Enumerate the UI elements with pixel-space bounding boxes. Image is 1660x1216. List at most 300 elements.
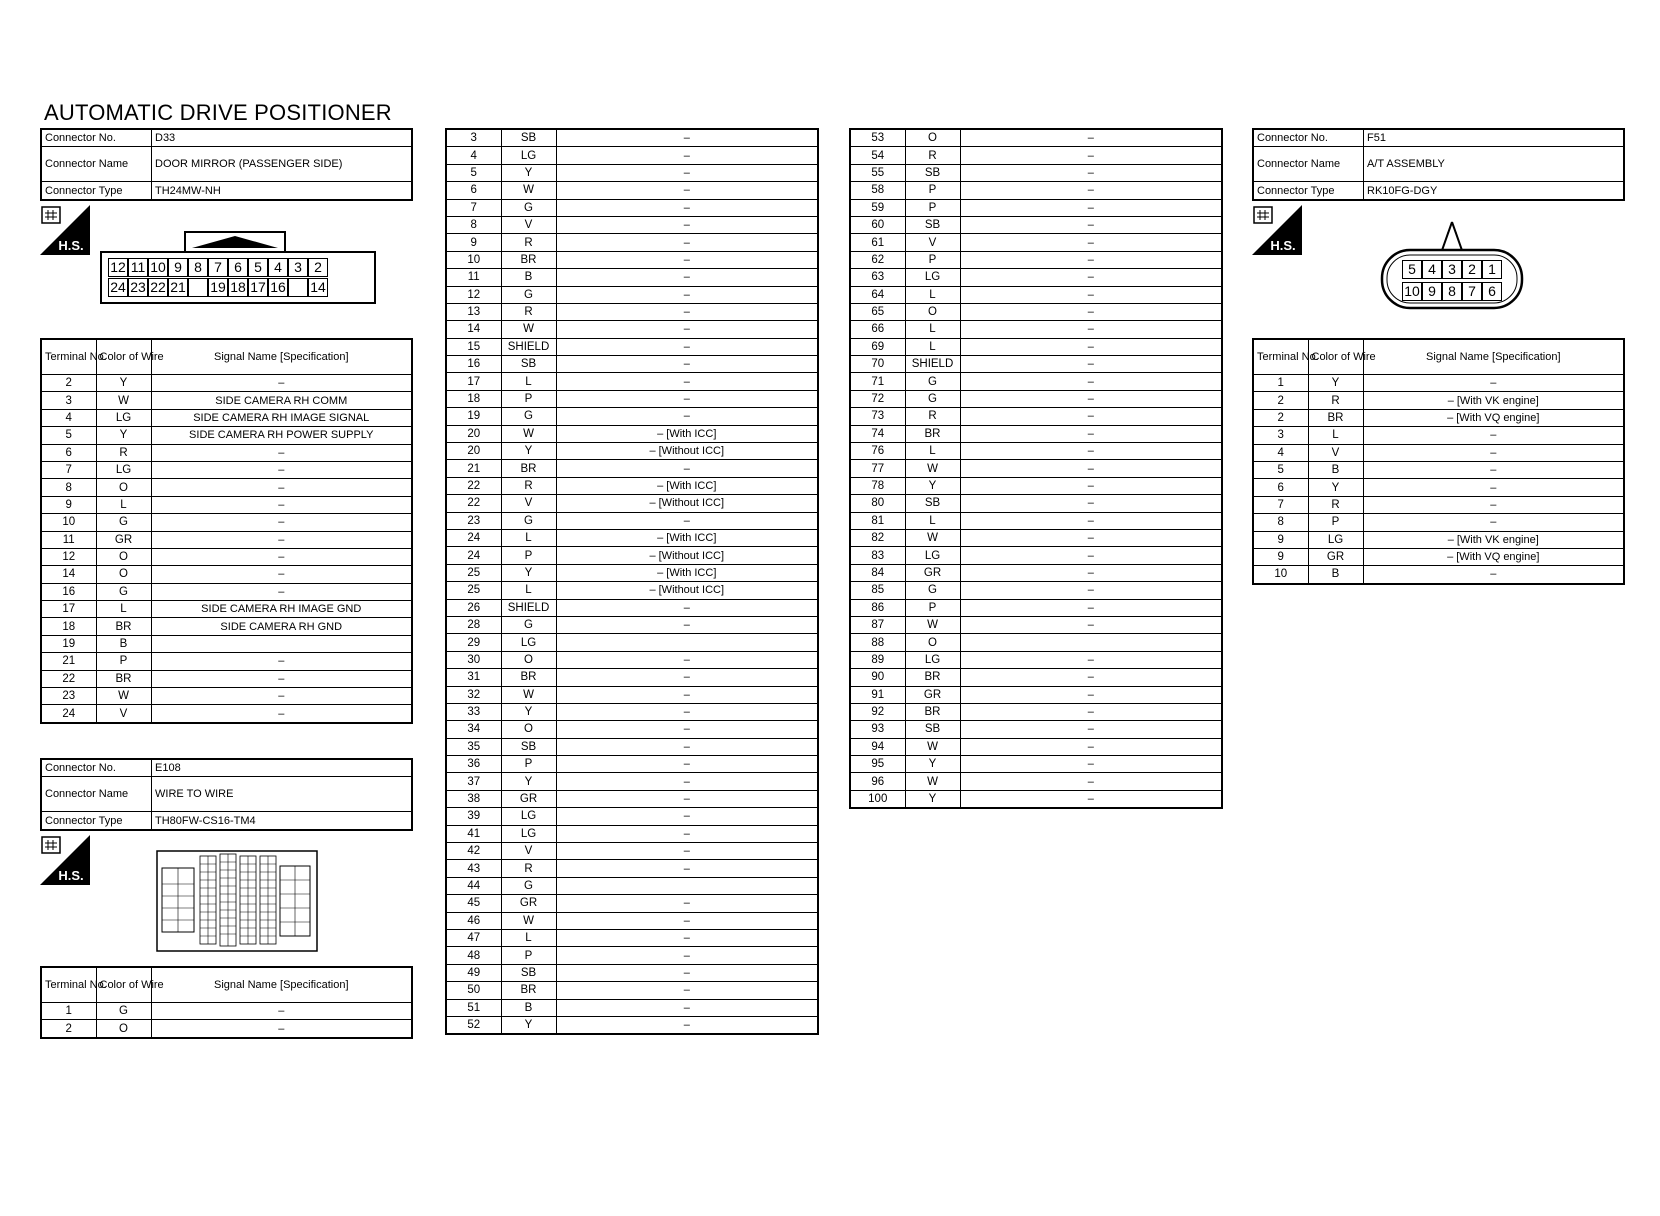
- color-cell: W: [96, 392, 151, 409]
- color-cell: L: [96, 496, 151, 513]
- signal-cell: –: [556, 512, 818, 529]
- terminal-cell: 72: [850, 390, 905, 407]
- table-row: [446, 269, 818, 286]
- table-row: [41, 601, 412, 618]
- terminal-cell: 60: [850, 216, 905, 233]
- connector-type: RK10FG-DGY: [1364, 182, 1625, 200]
- color-cell: V: [905, 234, 960, 251]
- table-row: [446, 703, 818, 720]
- terminal-cell: 25: [446, 564, 501, 581]
- color-cell: W: [501, 912, 556, 929]
- table-row: [446, 129, 818, 147]
- color-cell: L: [905, 286, 960, 303]
- terminal-cell: 64: [850, 286, 905, 303]
- color-cell: Y: [905, 756, 960, 773]
- color-cell: GR: [1308, 548, 1363, 565]
- connector-pin: 4: [1422, 260, 1442, 279]
- signal-cell: –: [960, 599, 1222, 616]
- table-row: [41, 375, 412, 392]
- color-cell: W: [905, 529, 960, 546]
- table-row: [446, 669, 818, 686]
- terminal-cell: 70: [850, 356, 905, 373]
- info-label: Connector Name: [41, 777, 152, 812]
- connector-name: WIRE TO WIRE: [152, 777, 413, 812]
- connector-pin: 10: [1402, 282, 1422, 301]
- connector-name: A/T ASSEMBLY: [1364, 147, 1625, 182]
- terminal-cell: 71: [850, 373, 905, 390]
- table-row: [850, 338, 1222, 355]
- signal-cell: –: [960, 251, 1222, 268]
- terminal-cell: 38: [446, 790, 501, 807]
- color-cell: BR: [501, 460, 556, 477]
- signal-cell: –: [556, 338, 818, 355]
- table-row: [850, 251, 1222, 268]
- terminal-cell: 100: [850, 790, 905, 808]
- table-row: [850, 686, 1222, 703]
- e108-connector-face: [156, 850, 318, 952]
- color-cell: SHIELD: [501, 338, 556, 355]
- connector-pin: 6: [228, 258, 248, 277]
- terminal-cell: 14: [41, 566, 96, 583]
- e108-info-table: [40, 758, 413, 831]
- signal-cell: –: [960, 216, 1222, 233]
- terminal-cell: 74: [850, 425, 905, 442]
- signal-cell: SIDE CAMERA RH GND: [151, 618, 412, 635]
- color-cell: V: [501, 216, 556, 233]
- table-row: [446, 825, 818, 842]
- terminal-cell: 7: [41, 461, 96, 478]
- signal-cell: –: [151, 688, 412, 705]
- connector-pin: 23: [128, 278, 148, 297]
- f51-connector-face: [1380, 220, 1524, 312]
- connector-name: DOOR MIRROR (PASSENGER SIDE): [152, 147, 413, 182]
- table-row: [446, 964, 818, 981]
- signal-cell: –: [1363, 461, 1624, 478]
- color-cell: P: [905, 199, 960, 216]
- color-cell: Y: [501, 773, 556, 790]
- table-row: [446, 460, 818, 477]
- terminal-cell: 43: [446, 860, 501, 877]
- color-cell: P: [905, 599, 960, 616]
- terminal-cell: 47: [446, 929, 501, 946]
- table-row: [850, 773, 1222, 790]
- color-cell: G: [96, 583, 151, 600]
- signal-cell: –: [556, 738, 818, 755]
- table-row: [41, 688, 412, 705]
- terminal-cell: 7: [446, 199, 501, 216]
- signal-cell: [151, 635, 412, 652]
- table-row: [446, 616, 818, 633]
- connector-pin: 3: [1442, 260, 1462, 279]
- table-row: [850, 547, 1222, 564]
- info-label: Connector No.: [41, 759, 152, 777]
- signal-cell: –: [1363, 566, 1624, 584]
- terminal-cell: 6: [446, 182, 501, 199]
- terminal-cell: 42: [446, 843, 501, 860]
- table-row: [446, 338, 818, 355]
- terminal-cell: 29: [446, 634, 501, 651]
- terminal-cell: 94: [850, 738, 905, 755]
- terminal-cell: 24: [446, 547, 501, 564]
- table-row: [446, 982, 818, 999]
- color-cell: W: [905, 616, 960, 633]
- signal-cell: –: [960, 338, 1222, 355]
- table-row: [850, 147, 1222, 164]
- terminal-cell: 23: [41, 688, 96, 705]
- terminal-cell: 2: [1253, 392, 1308, 409]
- color-cell: G: [501, 199, 556, 216]
- color-cell: L: [96, 601, 151, 618]
- color-cell: V: [501, 495, 556, 512]
- terminal-cell: 65: [850, 303, 905, 320]
- terminal-cell: 24: [41, 705, 96, 723]
- signal-cell: –: [960, 564, 1222, 581]
- page-title: AUTOMATIC DRIVE POSITIONER: [44, 100, 392, 125]
- table-row: [446, 808, 818, 825]
- color-cell: BR: [501, 251, 556, 268]
- signal-cell: –: [960, 373, 1222, 390]
- signal-cell: – [With ICC]: [556, 564, 818, 581]
- color-cell: BR: [905, 703, 960, 720]
- signal-cell: –: [556, 182, 818, 199]
- color-cell: Y: [501, 443, 556, 460]
- terminal-cell: 92: [850, 703, 905, 720]
- signal-cell: –: [151, 479, 412, 496]
- connector-pin: 19: [208, 278, 228, 297]
- signal-cell: –: [1363, 514, 1624, 531]
- color-cell: SB: [501, 356, 556, 373]
- signal-cell: –: [556, 773, 818, 790]
- color-cell: L: [905, 443, 960, 460]
- connector-pin: 9: [1422, 282, 1442, 301]
- terminal-cell: 39: [446, 808, 501, 825]
- signal-cell: –: [960, 147, 1222, 164]
- table-row: [1253, 566, 1624, 584]
- table-row: [850, 651, 1222, 668]
- terminal-cell: 4: [1253, 444, 1308, 461]
- table-row: [1253, 392, 1624, 409]
- table-row: [1253, 514, 1624, 531]
- terminal-cell: 86: [850, 599, 905, 616]
- signal-cell: –: [960, 721, 1222, 738]
- terminal-cell: 90: [850, 669, 905, 686]
- signal-cell: –: [556, 686, 818, 703]
- color-cell: LG: [905, 651, 960, 668]
- connector-pin: 7: [1462, 282, 1482, 301]
- signal-cell: –: [151, 444, 412, 461]
- signal-cell: –: [556, 860, 818, 877]
- terminal-cell: 85: [850, 582, 905, 599]
- color-cell: Y: [1308, 479, 1363, 496]
- table-row: [446, 651, 818, 668]
- terminal-cell: 2: [41, 1020, 96, 1038]
- table-row: [41, 427, 412, 444]
- color-cell: P: [905, 182, 960, 199]
- header-color: Color of Wire: [96, 339, 151, 375]
- signal-cell: [556, 877, 818, 894]
- terminal-cell: 7: [1253, 496, 1308, 513]
- hs-label: H.S.: [1270, 238, 1296, 253]
- signal-cell: –: [556, 669, 818, 686]
- table-row: [446, 512, 818, 529]
- color-cell: W: [905, 460, 960, 477]
- color-cell: W: [905, 738, 960, 755]
- terminal-cell: 18: [446, 390, 501, 407]
- table-row: [850, 408, 1222, 425]
- terminal-cell: 28: [446, 616, 501, 633]
- connector-pin: 1: [1482, 260, 1502, 279]
- signal-cell: –: [960, 738, 1222, 755]
- color-cell: G: [96, 1003, 151, 1020]
- color-cell: LG: [501, 634, 556, 651]
- table-row: [446, 199, 818, 216]
- color-cell: L: [501, 529, 556, 546]
- signal-cell: –: [960, 199, 1222, 216]
- signal-cell: – [With VQ engine]: [1363, 548, 1624, 565]
- table-row: [1253, 531, 1624, 548]
- color-cell: R: [501, 303, 556, 320]
- signal-cell: –: [556, 703, 818, 720]
- signal-cell: –: [556, 843, 818, 860]
- signal-cell: –: [960, 529, 1222, 546]
- signal-cell: –: [1363, 496, 1624, 513]
- color-cell: Y: [501, 564, 556, 581]
- terminal-cell: 82: [850, 529, 905, 546]
- table-row: [41, 531, 412, 548]
- color-cell: SHIELD: [501, 599, 556, 616]
- color-cell: L: [905, 321, 960, 338]
- signal-cell: –: [556, 825, 818, 842]
- connector-pin: [288, 278, 308, 297]
- color-cell: W: [96, 688, 151, 705]
- table-row: [1253, 479, 1624, 496]
- table-row: [850, 529, 1222, 546]
- header-signal: Signal Name [Specification]: [1363, 339, 1624, 375]
- terminal-cell: 30: [446, 651, 501, 668]
- terminal-cell: 20: [446, 425, 501, 442]
- terminal-cell: 19: [446, 408, 501, 425]
- hs-label: H.S.: [58, 868, 84, 883]
- terminal-cell: 83: [850, 547, 905, 564]
- info-label: Connector Type: [41, 812, 152, 830]
- signal-cell: –: [556, 199, 818, 216]
- signal-cell: –: [960, 443, 1222, 460]
- color-cell: SB: [501, 964, 556, 981]
- table-row: [850, 199, 1222, 216]
- connector-pin: 7: [208, 258, 228, 277]
- signal-cell: –: [556, 651, 818, 668]
- color-cell: W: [905, 773, 960, 790]
- terminal-cell: 9: [1253, 548, 1308, 565]
- color-cell: O: [905, 129, 960, 147]
- terminal-cell: 91: [850, 686, 905, 703]
- table-row: [850, 286, 1222, 303]
- table-row: [850, 599, 1222, 616]
- table-row: [446, 1016, 818, 1034]
- signal-cell: –: [556, 912, 818, 929]
- terminal-cell: 36: [446, 756, 501, 773]
- terminal-cell: 66: [850, 321, 905, 338]
- color-cell: L: [501, 929, 556, 946]
- signal-cell: –: [1363, 479, 1624, 496]
- terminal-cell: 95: [850, 756, 905, 773]
- signal-cell: [960, 634, 1222, 651]
- terminal-cell: 6: [1253, 479, 1308, 496]
- table-row: [850, 216, 1222, 233]
- signal-cell: – [Without ICC]: [556, 495, 818, 512]
- signal-cell: –: [556, 234, 818, 251]
- table-row: [41, 479, 412, 496]
- table-row: [446, 234, 818, 251]
- color-cell: SB: [905, 495, 960, 512]
- terminal-cell: 18: [41, 618, 96, 635]
- connector-pin: 5: [248, 258, 268, 277]
- header-color: Color of Wire: [96, 967, 151, 1003]
- info-label: Connector Name: [1253, 147, 1364, 182]
- connector-pin: 5: [1402, 260, 1422, 279]
- terminal-cell: 31: [446, 669, 501, 686]
- table-row: [446, 164, 818, 181]
- signal-cell: –: [556, 321, 818, 338]
- terminal-cell: 63: [850, 269, 905, 286]
- signal-cell: –: [960, 790, 1222, 808]
- terminal-cell: 69: [850, 338, 905, 355]
- signal-cell: –: [556, 721, 818, 738]
- color-cell: P: [96, 653, 151, 670]
- table-row: [446, 843, 818, 860]
- table-row: [41, 583, 412, 600]
- table-row: [1253, 409, 1624, 426]
- table-row: [446, 773, 818, 790]
- color-cell: G: [905, 373, 960, 390]
- terminal-cell: 16: [446, 356, 501, 373]
- signal-cell: –: [960, 582, 1222, 599]
- table-row: [41, 566, 412, 583]
- color-cell: O: [96, 479, 151, 496]
- color-cell: Y: [96, 375, 151, 392]
- connector-pin: 21: [168, 278, 188, 297]
- terminal-cell: 10: [446, 251, 501, 268]
- terminal-cell: 41: [446, 825, 501, 842]
- terminal-cell: 19: [41, 635, 96, 652]
- color-cell: BR: [501, 982, 556, 999]
- color-cell: GR: [905, 686, 960, 703]
- color-cell: GR: [501, 790, 556, 807]
- connector-pin: 2: [308, 258, 328, 277]
- table-row: [850, 390, 1222, 407]
- terminal-cell: 52: [446, 1016, 501, 1034]
- signal-cell: –: [556, 1016, 818, 1034]
- signal-cell: –: [556, 373, 818, 390]
- table-row: [446, 356, 818, 373]
- color-cell: L: [501, 582, 556, 599]
- terminal-cell: 26: [446, 599, 501, 616]
- e108-pin-table-continued: [445, 128, 819, 1035]
- color-cell: G: [501, 512, 556, 529]
- table-row: [850, 303, 1222, 320]
- signal-cell: –: [556, 895, 818, 912]
- signal-cell: –: [960, 286, 1222, 303]
- terminal-cell: 77: [850, 460, 905, 477]
- color-cell: R: [1308, 496, 1363, 513]
- table-row: [446, 147, 818, 164]
- connector-pin: 2: [1462, 260, 1482, 279]
- signal-cell: –: [960, 703, 1222, 720]
- color-cell: Y: [501, 703, 556, 720]
- info-label: Connector No.: [1253, 129, 1364, 147]
- color-cell: GR: [905, 564, 960, 581]
- connector-no: D33: [152, 129, 413, 147]
- info-label: Connector Name: [41, 147, 152, 182]
- color-cell: R: [501, 234, 556, 251]
- terminal-cell: 73: [850, 408, 905, 425]
- terminal-cell: 44: [446, 877, 501, 894]
- color-cell: GR: [96, 531, 151, 548]
- color-cell: L: [905, 338, 960, 355]
- signal-cell: –: [151, 653, 412, 670]
- connector-pin: 6: [1482, 282, 1502, 301]
- terminal-cell: 8: [1253, 514, 1308, 531]
- signal-cell: –: [960, 390, 1222, 407]
- info-label: Connector Type: [41, 182, 152, 200]
- connector-pin: 12: [108, 258, 128, 277]
- color-cell: V: [501, 843, 556, 860]
- color-cell: O: [96, 548, 151, 565]
- table-row: [41, 618, 412, 635]
- connector-pin: 3: [288, 258, 308, 277]
- signal-cell: – [With VQ engine]: [1363, 409, 1624, 426]
- signal-cell: – [With ICC]: [556, 477, 818, 494]
- table-row: [446, 477, 818, 494]
- terminal-cell: 14: [446, 321, 501, 338]
- terminal-cell: 4: [446, 147, 501, 164]
- table-row: [41, 705, 412, 723]
- e108-pin-table: [40, 966, 413, 1039]
- terminal-cell: 3: [1253, 427, 1308, 444]
- signal-cell: –: [556, 790, 818, 807]
- connector-pin: 10: [148, 258, 168, 277]
- connector-pin: 18: [228, 278, 248, 297]
- info-label: Connector Type: [1253, 182, 1364, 200]
- terminal-cell: 22: [446, 477, 501, 494]
- table-row: [1253, 427, 1624, 444]
- color-cell: W: [501, 686, 556, 703]
- terminal-cell: 22: [446, 495, 501, 512]
- terminal-cell: 81: [850, 512, 905, 529]
- color-cell: B: [1308, 461, 1363, 478]
- color-cell: Y: [1308, 375, 1363, 392]
- table-row: [850, 129, 1222, 147]
- table-row: [446, 443, 818, 460]
- connector-type: TH24MW-NH: [152, 182, 413, 200]
- table-row: [850, 564, 1222, 581]
- color-cell: P: [501, 756, 556, 773]
- signal-cell: SIDE CAMERA RH COMM: [151, 392, 412, 409]
- terminal-cell: 12: [446, 286, 501, 303]
- table-row: [850, 634, 1222, 651]
- terminal-cell: 5: [41, 427, 96, 444]
- signal-cell: –: [556, 269, 818, 286]
- signal-cell: – [Without ICC]: [556, 582, 818, 599]
- signal-cell: –: [556, 808, 818, 825]
- signal-cell: –: [556, 929, 818, 946]
- terminal-cell: 62: [850, 251, 905, 268]
- color-cell: SB: [905, 216, 960, 233]
- terminal-cell: 50: [446, 982, 501, 999]
- connector-pin: 14: [308, 278, 328, 297]
- terminal-cell: 51: [446, 999, 501, 1016]
- table-row: [446, 408, 818, 425]
